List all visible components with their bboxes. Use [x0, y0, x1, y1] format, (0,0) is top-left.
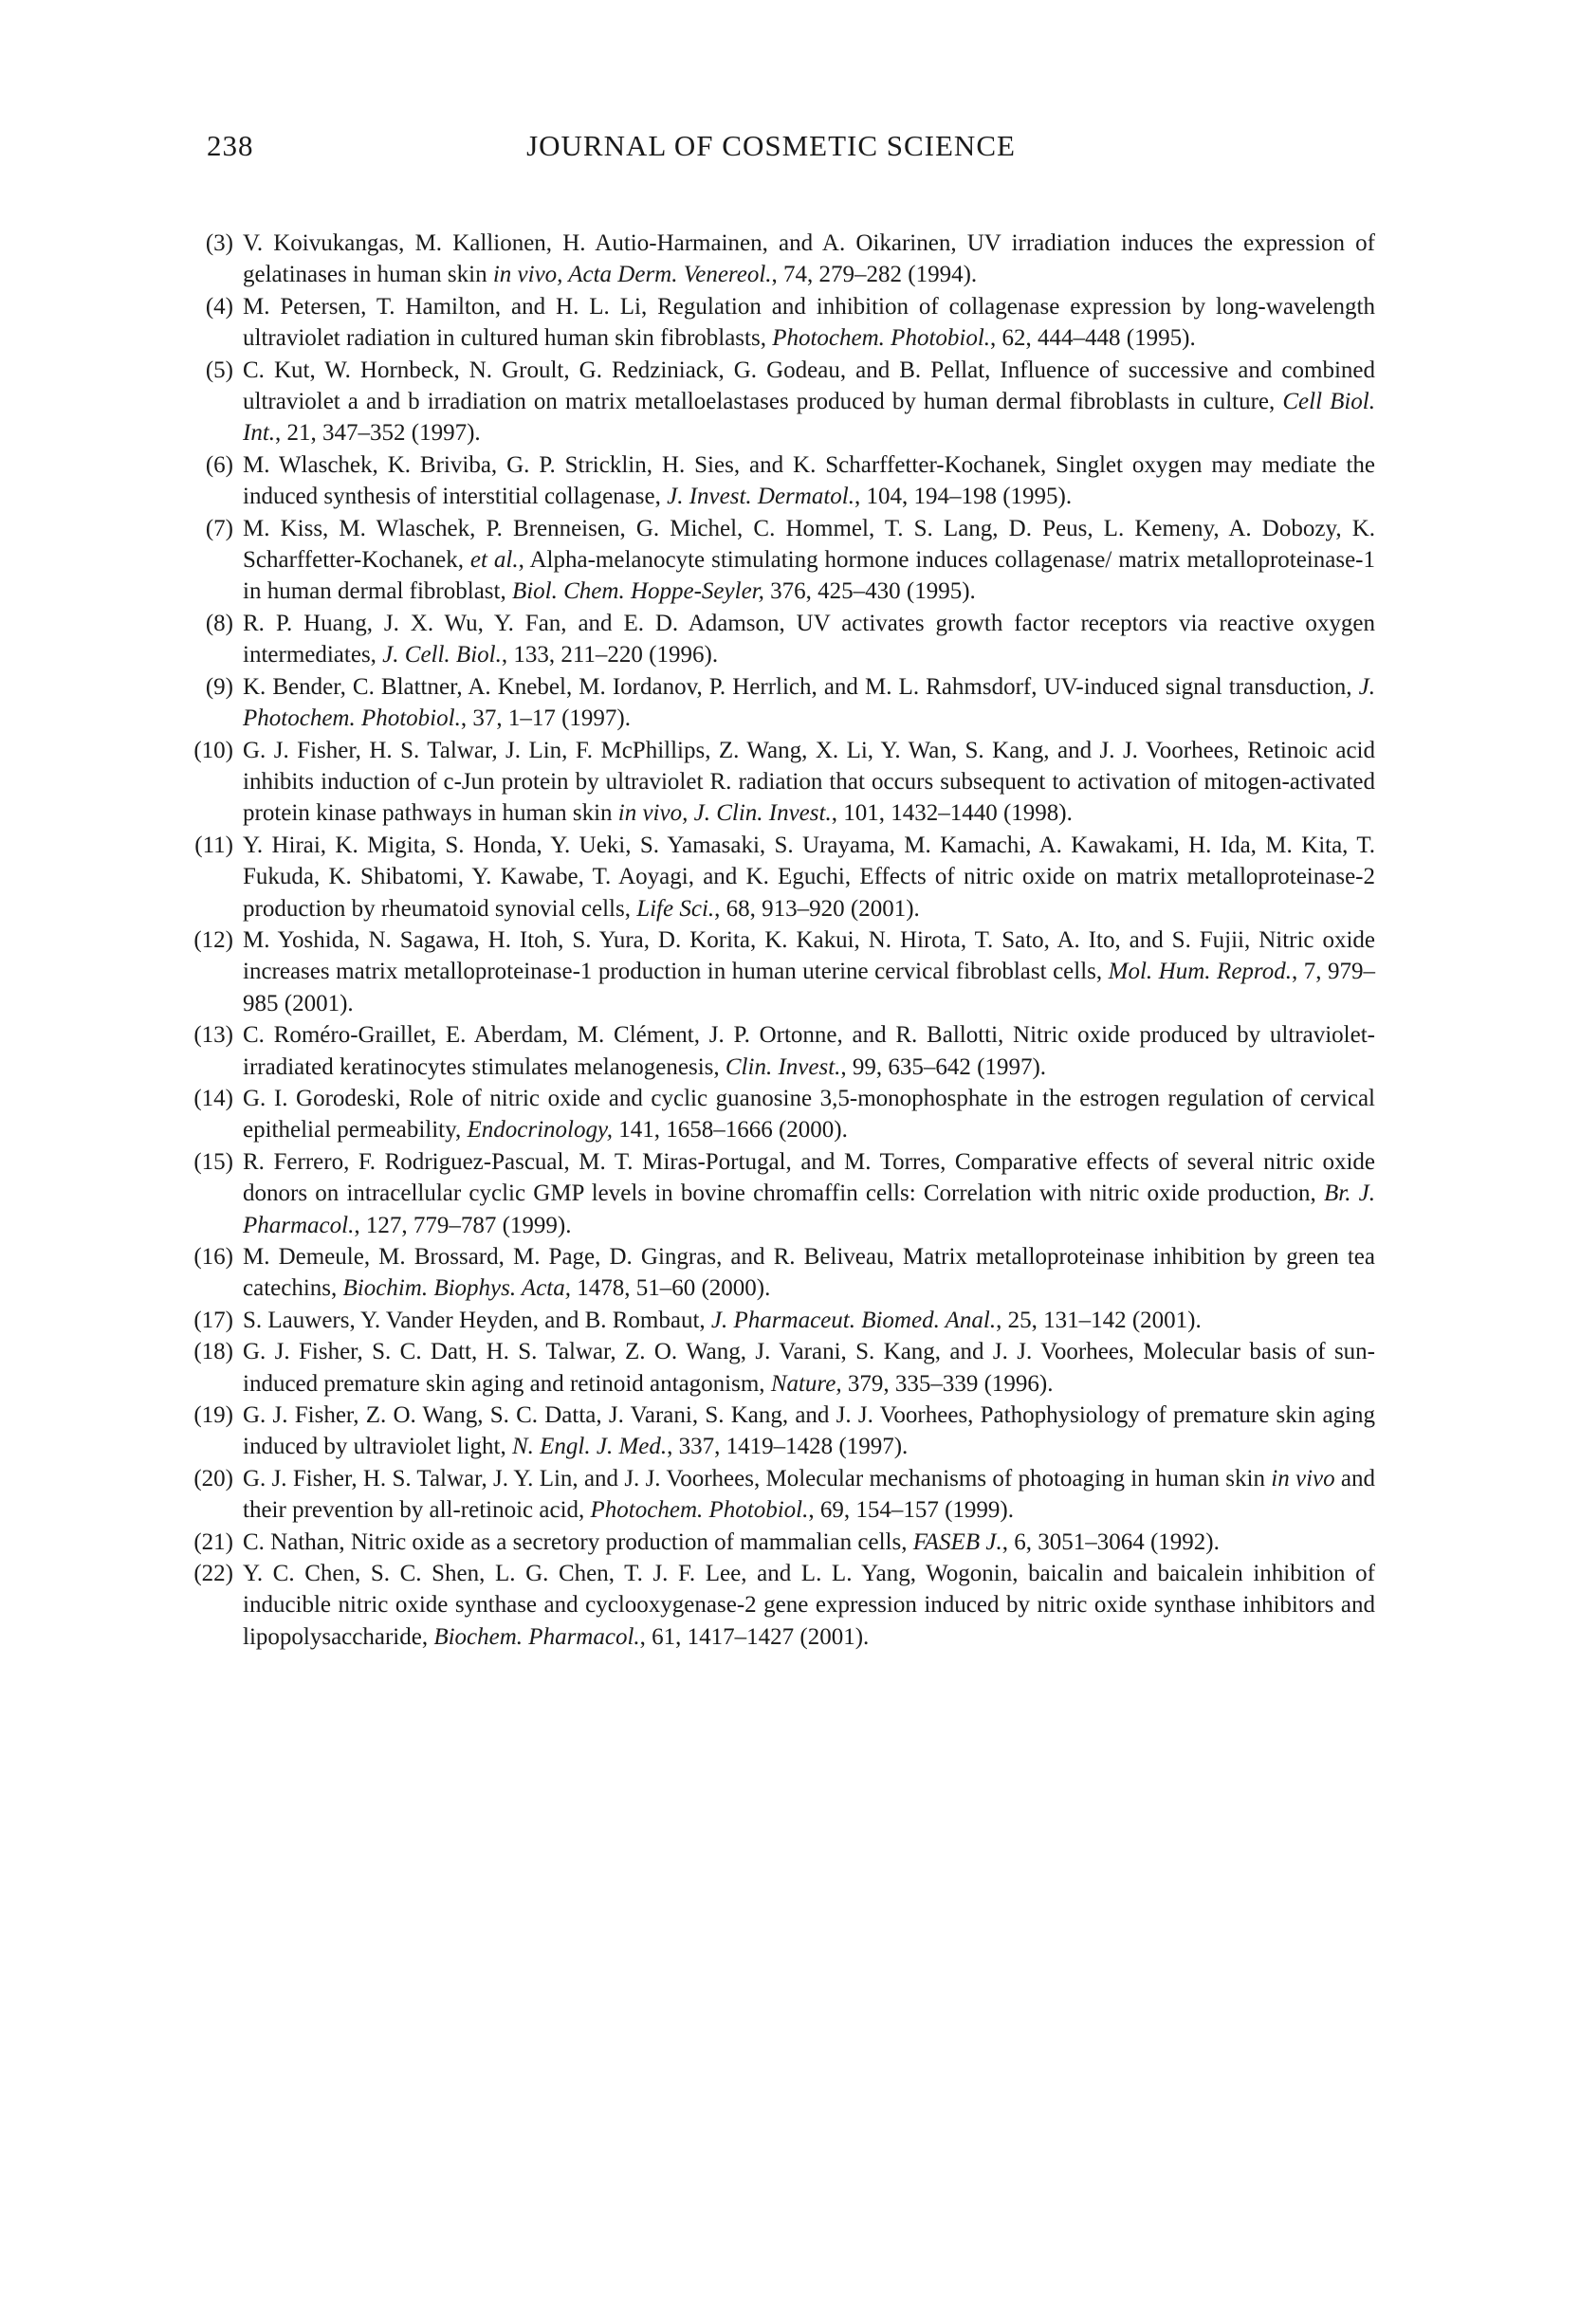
reference-text-segment: M. Demeule, M. Brossard, M. Page, D. Gingras, and R. Beliveau, Matrix metalloproteinase inhibition by green tea catechins, [243, 1244, 1375, 1302]
reference-text-segment: , 37, 1–17 (1997). [460, 705, 631, 732]
reference-number: (17) [193, 1307, 233, 1333]
reference-journal-citation: FASEB J. [912, 1528, 1002, 1555]
reference-text-segment: , 133, 211–220 (1996). [501, 642, 719, 668]
reference-text [243, 1402, 1375, 1459]
reference-text-segment: M. Petersen, T. Hamilton, and H. L. Li, Regulation and inhibition of collagenase expression by long-wavelength ultraviolet radiation in cultured human skin fibroblasts, [243, 293, 1375, 352]
reference-text-segment: G. J. Fisher, Z. O. Wang, S. C. Datta, J. Varani, S. Kang, and J. J. Voorhees, Pathophysiology of premature skin aging induced by ultraviolet light, [243, 1402, 1375, 1460]
reference-number: (21) [193, 1528, 233, 1555]
reference-text-segment: , 61, 1417–1427 (2001). [639, 1623, 870, 1650]
reference-text [243, 738, 1375, 827]
reference-journal-citation: J. Pharmaceut. Biomed. Anal. [710, 1307, 997, 1333]
reference-text [243, 1529, 1220, 1555]
page-header [207, 129, 1335, 176]
reference-text [243, 294, 1375, 351]
reference-text-segment: and their prevention by all-retinoic acid, [243, 1465, 1376, 1524]
reference-text [243, 1086, 1375, 1143]
reference-text-segment: , 101, 1432–1440 (1998). [831, 800, 1073, 827]
reference-item [169, 735, 1375, 830]
reference-text-segment: , 25, 131–142 (2001). [996, 1307, 1202, 1333]
reference-text-segment: Y. Hirai, K. Migita, S. Honda, Y. Ueki, S. Yamasaki, S. Urayama, M. Kamachi, A. Kawakami, H. Ida, M. Kita, T. Fukuda, K. Shibatomi, Y. Kawabe, T. Aoyagi, and K. Eguchi, Effects of nitric oxide on matrix metalloproteinase-2 production by rheumatoid synovial cells, [243, 832, 1375, 922]
reference-text-segment: , 6, 3051–3064 (1992). [1001, 1528, 1220, 1555]
reference-text-segment: G. J. Fisher, S. C. Datt, H. S. Talwar, Z. O. Wang, J. Varani, S. Kang, and J. J. Voorhees, Molecular basis of sun-induced premature skin aging and retinoid antagonism, [243, 1339, 1375, 1397]
reference-journal-citation: in vivo [1271, 1465, 1335, 1491]
reference-item [169, 513, 1375, 608]
reference-text [243, 1561, 1375, 1650]
reference-text [243, 1308, 1202, 1333]
reference-number: (19) [193, 1402, 233, 1429]
reference-text-segment: K. Bender, C. Blattner, A. Knebel, M. Iordanov, P. Herrlich, and M. L. Rahmsdorf, UV-induced signal transduction, [243, 673, 1359, 700]
reference-item [169, 291, 1375, 355]
reference-text [243, 357, 1375, 447]
reference-journal-citation: in vivo, Acta Derm. Venereol. [492, 262, 772, 288]
reference-number: (6) [205, 451, 233, 478]
reference-number: (18) [193, 1339, 233, 1365]
reference-text-segment: G. J. Fisher, H. S. Talwar, J. Y. Lin, and J. J. Voorhees, Molecular mechanisms of photoaging in human skin [243, 1465, 1272, 1491]
reference-text [243, 1244, 1375, 1301]
reference-text [243, 611, 1375, 668]
reference-item [169, 228, 1375, 291]
reference-number: (5) [205, 357, 233, 383]
reference-text-segment: C. Nathan, Nitric oxide as a secretory production of mammalian cells, [243, 1528, 913, 1555]
reference-text-segment: R. Ferrero, F. Rodriguez-Pascual, M. T. Miras-Portugal, and M. Torres, Comparative effects of several nitric oxide donors on intracellular cyclic GMP levels in bovine chromaffin cells: Correlation with nitric oxide production, [243, 1148, 1375, 1207]
page-number: 238 [207, 129, 254, 162]
reference-number: (7) [205, 515, 233, 541]
reference-journal-citation: in vivo, J. Clin. Invest. [617, 800, 832, 827]
reference-item [169, 1019, 1375, 1083]
reference-text-segment: , 99, 635–642 (1997). [840, 1053, 1047, 1080]
reference-text-segment: R. P. Huang, J. X. Wu, Y. Fan, and E. D. Adamson, UV activates growth factor receptors via reactive oxygen intermediates, [243, 610, 1375, 668]
reference-journal-citation: Cell Biol. Int. [243, 389, 1375, 447]
reference-text-segment: , Alpha-melanocyte stimulating hormone induces collagenase/ matrix metalloproteinase-1 in human dermal fibroblast, [243, 547, 1375, 605]
reference-number: (12) [193, 926, 233, 953]
reference-journal-citation: et al. [469, 547, 519, 574]
reference-text-segment: C. Kut, W. Hornbeck, N. Groult, G. Redziniack, G. Godeau, and B. Pellat, Influence of successive and combined ultraviolet a and b irradiation on matrix metalloelastases produced by human dermal fibroblasts in culture, [243, 357, 1375, 415]
reference-text [243, 927, 1375, 1016]
reference-number: (8) [205, 610, 233, 636]
reference-journal-citation: Photochem. Photobiol. [772, 325, 991, 352]
reference-text-segment: V. Koivukangas, M. Kallionen, H. Autio-Harmainen, and A. Oikarinen, UV irradiation induces the expression of gelatinases in human skin [243, 230, 1375, 288]
reference-text-segment: G. J. Fisher, H. S. Talwar, J. Lin, F. McPhillips, Z. Wang, X. Li, Y. Wan, S. Kang, and J. J. Voorhees, Retinoic acid inhibits induction of c-Jun protein by ultraviolet R. radiation that occurs subsequent to activation of mitogen-activated protein kinase pathways in human skin [243, 737, 1375, 827]
reference-text-segment: M. Kiss, M. Wlaschek, P. Brenneisen, G. Michel, C. Hommel, T. S. Lang, D. Peus, L. Kemeny, A. Dobozy, K. Scharffetter-Kochanek, [243, 515, 1375, 574]
reference-journal-citation: J. Invest. Dermatol. [667, 484, 854, 510]
reference-item [169, 1146, 1375, 1241]
reference-list [169, 228, 1375, 1653]
reference-item [169, 830, 1375, 924]
reference-item [169, 1400, 1375, 1463]
reference-text [243, 230, 1375, 287]
reference-text-segment: 141, 1658–1666 (2000). [612, 1117, 848, 1144]
reference-journal-citation: Endocrinology, [467, 1117, 613, 1144]
reference-journal-citation: Br. J. Pharmacol. [243, 1180, 1376, 1238]
reference-number: (20) [193, 1465, 233, 1491]
reference-text-segment: , 104, 194–198 (1995). [854, 484, 1073, 510]
reference-number: (14) [193, 1085, 233, 1111]
reference-journal-citation: Biol. Chem. Hoppe-Seyler, [511, 578, 764, 605]
reference-text [243, 516, 1375, 605]
reference-number: (13) [193, 1022, 233, 1049]
reference-text-segment: G. I. Gorodeski, Role of nitric oxide and cyclic guanosine 3,5-monophosphate in the estrogen regulation of cervical epithelial permeability, [243, 1085, 1375, 1144]
reference-text-segment: , 74, 279–282 (1994). [771, 262, 978, 288]
reference-item [169, 1083, 1375, 1146]
journal-running-head: JOURNAL OF COSMETIC SCIENCE [526, 129, 1016, 162]
reference-text [243, 452, 1375, 509]
reference-text-segment: 376, 425–430 (1995). [763, 578, 976, 605]
reference-journal-citation: Photochem. Photobiol. [590, 1497, 809, 1524]
reference-number: (22) [193, 1561, 233, 1587]
reference-number: (4) [205, 293, 233, 320]
reference-text-segment: , 62, 444–448 (1995). [990, 325, 1196, 352]
reference-journal-citation: Life Sci. [636, 895, 715, 922]
reference-number: (15) [193, 1148, 233, 1175]
reference-text-segment: , 21, 347–352 (1997). [275, 420, 481, 447]
reference-text-segment: 1478, 51–60 (2000). [570, 1275, 771, 1302]
reference-text [243, 833, 1375, 922]
reference-text [243, 1339, 1375, 1396]
reference-number: (9) [205, 673, 233, 700]
reference-text [243, 1466, 1375, 1523]
reference-item [169, 608, 1375, 671]
reference-journal-citation: Biochem. Pharmacol. [433, 1623, 640, 1650]
reference-text-segment: 379, 335–339 (1996). [841, 1370, 1054, 1397]
reference-text-segment: Y. C. Chen, S. C. Shen, L. G. Chen, T. J. F. Lee, and L. L. Yang, Wogonin, baicalin and baicalein inhibition of inducible nitric oxide synthase and cyclooxygenase-2 gene expression induced by nitric oxide synthase inhibitors and lipopolysaccharide, [243, 1561, 1375, 1650]
reference-number: (16) [193, 1244, 233, 1270]
reference-number: (11) [194, 832, 233, 858]
reference-text-segment: , 69, 154–157 (1999). [808, 1497, 1015, 1524]
reference-number: (10) [193, 737, 233, 763]
reference-text-segment: , 7, 979–985 (2001). [243, 959, 1375, 1016]
reference-text [243, 674, 1375, 731]
reference-text-segment: M. Yoshida, N. Sagawa, H. Itoh, S. Yura, D. Korita, K. Kakui, N. Hirota, T. Sato, A. Ito, and S. Fujii, Nitric oxide increases matrix metalloproteinase-1 production in human uterine cervical fibroblast cells, [243, 926, 1375, 985]
reference-text-segment: , 337, 1419–1428 (1997). [667, 1434, 909, 1460]
reference-journal-citation: Clin. Invest. [725, 1053, 841, 1080]
reference-item [169, 355, 1375, 449]
reference-text [243, 1149, 1375, 1238]
reference-item [169, 924, 1375, 1019]
reference-text-segment: S. Lauwers, Y. Vander Heyden, and B. Rombaut, [243, 1307, 711, 1333]
reference-item [169, 1527, 1375, 1558]
reference-item [169, 449, 1375, 513]
reference-item [169, 1305, 1375, 1336]
reference-journal-citation: Nature, [770, 1370, 842, 1397]
reference-journal-citation: J. Photochem. Photobiol. [243, 673, 1375, 732]
reference-journal-citation: N. Engl. J. Med. [511, 1434, 668, 1460]
reference-text-segment: M. Wlaschek, K. Briviba, G. P. Stricklin, H. Sies, and K. Scharffetter-Kochanek, Singlet oxygen may mediate the induced synthesis of interstitial collagenase, [243, 451, 1375, 510]
reference-text-segment: C. Roméro-Graillet, E. Aberdam, M. Clément, J. P. Ortonne, and R. Ballotti, Nitric oxide produced by ultraviolet-irradiated keratinocytes stimulates melanogenesis, [243, 1022, 1375, 1080]
reference-text-segment: , 127, 779–787 (1999). [354, 1212, 572, 1238]
reference-text-segment: , 68, 913–920 (2001). [714, 895, 920, 922]
reference-item [169, 1463, 1375, 1527]
reference-text [243, 1022, 1375, 1079]
reference-journal-citation: Biochim. Biophys. Acta, [342, 1275, 571, 1302]
reference-item [169, 1336, 1375, 1400]
reference-number: (3) [205, 230, 233, 256]
reference-item [169, 671, 1375, 735]
reference-journal-citation: J. Cell. Biol. [382, 642, 502, 668]
reference-journal-citation: Mol. Hum. Reprod. [1108, 959, 1292, 985]
reference-item [169, 1241, 1375, 1305]
reference-item [169, 1558, 1375, 1653]
